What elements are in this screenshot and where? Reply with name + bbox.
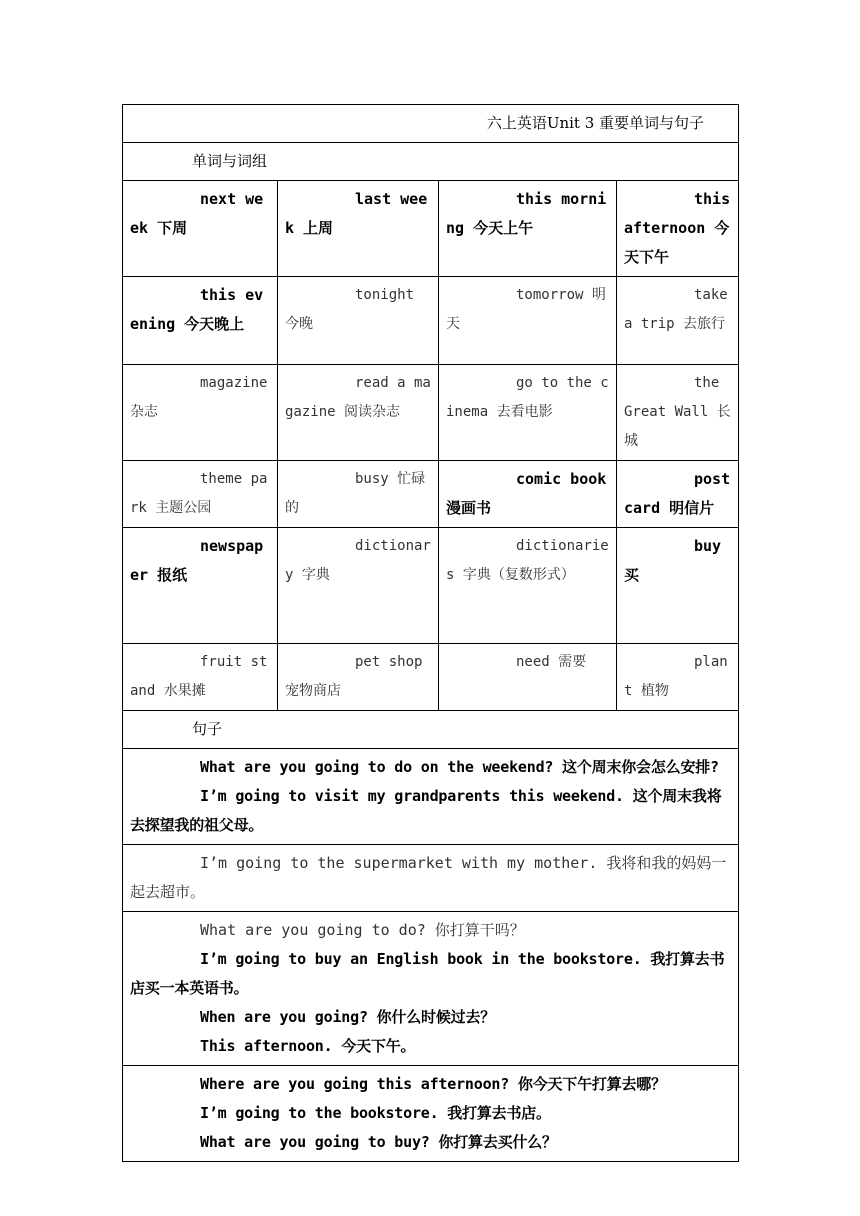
word-cell — [617, 461, 739, 528]
word-row — [123, 277, 739, 365]
word-cell — [278, 365, 439, 461]
sentence: I’m going to buy an English book in the bookstore. 我打算去书店买一本英语书。 — [130, 950, 725, 997]
word-row — [123, 181, 739, 277]
word-text: this evening 今天晚上 — [130, 286, 264, 333]
word-cell — [617, 644, 739, 711]
sentence: This afternoon. 今天下午。 — [200, 1037, 416, 1055]
word-text: last week 上周 — [285, 190, 428, 237]
word-text: tonight 今晚 — [285, 287, 415, 332]
word-text: this afternoon 今天下午 — [624, 190, 731, 266]
word-cell — [617, 528, 739, 644]
sentences-heading: 句子 — [192, 720, 223, 738]
word-text: the Great Wall 长城 — [624, 375, 731, 449]
sentence: I’m going to the supermarket with my mother. 我将和我的妈妈一起去超市。 — [130, 854, 727, 901]
sentence: I’m going to visit my grandparents this weekend. 这个周末我将去探望我的祖父母。 — [130, 787, 722, 834]
word-text: dictionary 字典 — [285, 538, 431, 583]
word-cell — [123, 528, 278, 644]
sentence-block — [123, 845, 739, 912]
word-text: go to the cinema 去看电影 — [446, 375, 609, 420]
sentence-block — [123, 1066, 739, 1162]
word-text: busy 忙碌的 — [285, 471, 426, 516]
word-cell — [123, 365, 278, 461]
word-text: tomorrow 明天 — [446, 287, 606, 332]
document-title-cell — [123, 105, 739, 143]
word-text: take a trip 去旅行 — [624, 287, 728, 332]
word-text: newspaper 报纸 — [130, 537, 264, 584]
sentences-heading-cell — [123, 711, 739, 749]
word-text: read a magazine 阅读杂志 — [285, 375, 431, 420]
word-cell — [439, 277, 617, 365]
word-text: buy 买 — [624, 537, 722, 584]
word-row — [123, 365, 739, 461]
word-text: pet shop 宠物商店 — [285, 654, 423, 699]
word-cell — [439, 461, 617, 528]
sentence: When are you going? 你什么时候过去？ — [200, 1008, 496, 1026]
word-cell — [439, 181, 617, 277]
word-text: this morning 今天上午 — [446, 190, 607, 237]
word-cell — [439, 644, 617, 711]
word-text: need 需要 — [516, 654, 587, 670]
word-cell — [278, 528, 439, 644]
word-cell — [123, 277, 278, 365]
vocabulary-table — [122, 104, 739, 1162]
word-text: magazine 杂志 — [130, 375, 268, 420]
word-cell — [278, 461, 439, 528]
word-text: fruit stand 水果摊 — [130, 654, 268, 699]
words-heading-cell — [123, 143, 739, 181]
word-cell — [278, 181, 439, 277]
word-cell — [123, 181, 278, 277]
word-cell — [439, 528, 617, 644]
word-cell — [123, 461, 278, 528]
document-title: 六上英语Unit 3 重要单词与句子 — [486, 114, 705, 132]
word-cell — [123, 644, 278, 711]
word-text: next week 下周 — [130, 190, 264, 237]
word-cell — [278, 644, 439, 711]
sentence: What are you going to do on the weekend? 这个周末你会怎么安排? — [200, 758, 719, 776]
sentence-block — [123, 749, 739, 845]
word-text: post card 明信片 — [624, 470, 731, 517]
word-cell — [617, 365, 739, 461]
sentence: Where are you going this afternoon? 你今天下午打算去哪？ — [200, 1075, 666, 1093]
sentence-block — [123, 912, 739, 1066]
word-row — [123, 461, 739, 528]
word-cell — [278, 277, 439, 365]
word-text: comic book 漫画书 — [446, 470, 607, 517]
sentence: I’m going to the bookstore. 我打算去书店。 — [200, 1104, 551, 1122]
word-row — [123, 528, 739, 644]
word-cell — [617, 277, 739, 365]
word-cell — [617, 181, 739, 277]
sentence: What are you going to buy? 你打算去买什么？ — [200, 1133, 557, 1151]
word-text: theme park 主题公园 — [130, 471, 268, 516]
sentence: What are you going to do? 你打算干吗？ — [200, 921, 525, 939]
word-text: plant 植物 — [624, 654, 728, 699]
word-row — [123, 644, 739, 711]
word-cell — [439, 365, 617, 461]
word-text: dictionaries 字典（复数形式） — [446, 538, 609, 583]
words-heading: 单词与词组 — [192, 152, 268, 170]
